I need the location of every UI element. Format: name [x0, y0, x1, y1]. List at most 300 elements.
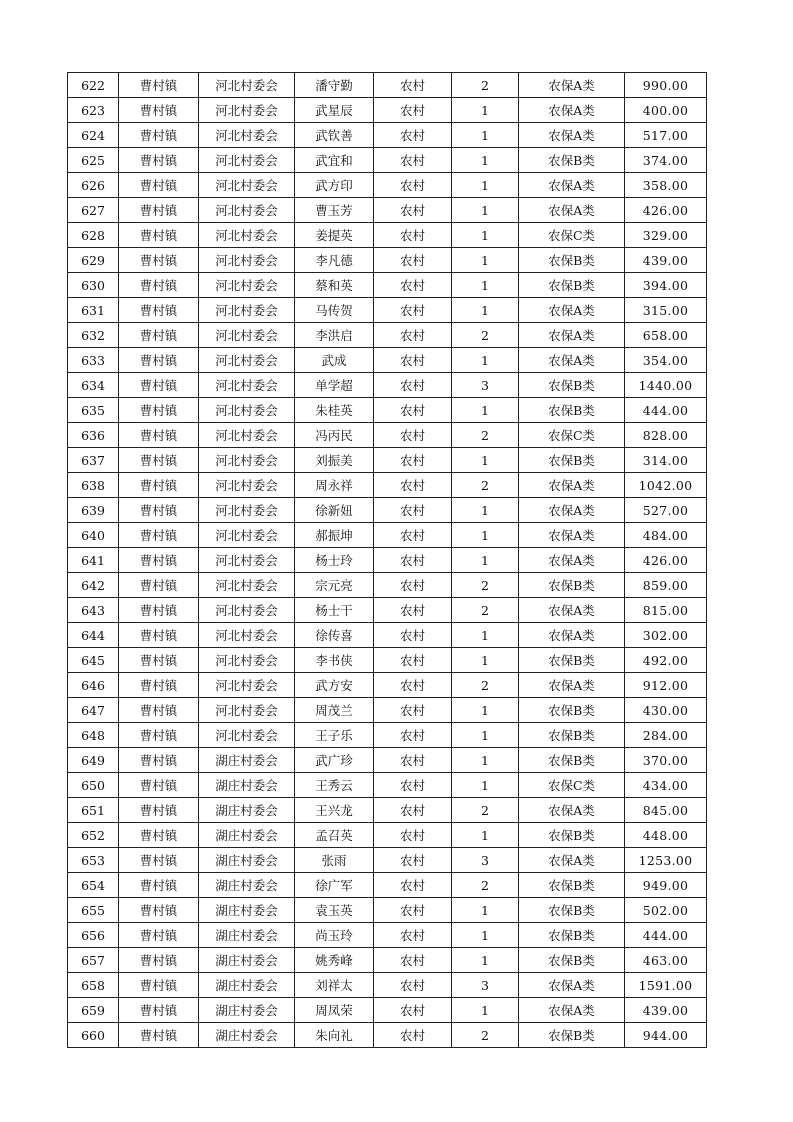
- insurance-category-cell: 农保B类: [519, 873, 625, 898]
- table-row: [68, 823, 707, 848]
- table-row: [68, 148, 707, 173]
- village-committee-cell: 河北村委会: [199, 348, 295, 373]
- village-committee-cell: 湖庄村委会: [199, 748, 295, 773]
- insurance-category-cell: 农保A类: [519, 73, 625, 98]
- row-number-cell: 632: [68, 323, 119, 348]
- row-number-cell: 659: [68, 998, 119, 1023]
- allowance-table: [67, 72, 707, 1048]
- table-row: [68, 598, 707, 623]
- amount-cell: 1591.00: [625, 973, 707, 998]
- town-cell: 曹村镇: [119, 573, 199, 598]
- table-row: [68, 473, 707, 498]
- table-row: [68, 198, 707, 223]
- household-type-cell: 农村: [374, 473, 452, 498]
- person-name-cell: 武方印: [295, 173, 374, 198]
- amount-cell: 845.00: [625, 798, 707, 823]
- person-count-cell: 2: [452, 673, 519, 698]
- amount-cell: 1440.00: [625, 373, 707, 398]
- table-row: [68, 323, 707, 348]
- person-name-cell: 杨士干: [295, 598, 374, 623]
- person-count-cell: 1: [452, 498, 519, 523]
- household-type-cell: 农村: [374, 773, 452, 798]
- row-number-cell: 643: [68, 598, 119, 623]
- household-type-cell: 农村: [374, 298, 452, 323]
- person-name-cell: 徐传喜: [295, 623, 374, 648]
- household-type-cell: 农村: [374, 648, 452, 673]
- person-name-cell: 王子乐: [295, 723, 374, 748]
- insurance-category-cell: 农保A类: [519, 998, 625, 1023]
- person-name-cell: 姜提英: [295, 223, 374, 248]
- household-type-cell: 农村: [374, 748, 452, 773]
- table-row: [68, 498, 707, 523]
- household-type-cell: 农村: [374, 173, 452, 198]
- table-row: [68, 423, 707, 448]
- person-name-cell: 王兴龙: [295, 798, 374, 823]
- row-number-cell: 630: [68, 273, 119, 298]
- row-number-cell: 651: [68, 798, 119, 823]
- insurance-category-cell: 农保B类: [519, 448, 625, 473]
- table-row: [68, 73, 707, 98]
- town-cell: 曹村镇: [119, 123, 199, 148]
- village-committee-cell: 湖庄村委会: [199, 823, 295, 848]
- amount-cell: 502.00: [625, 898, 707, 923]
- insurance-category-cell: 农保A类: [519, 548, 625, 573]
- insurance-category-cell: 农保B类: [519, 273, 625, 298]
- table-row: [68, 373, 707, 398]
- person-count-cell: 2: [452, 873, 519, 898]
- person-name-cell: 朱桂英: [295, 398, 374, 423]
- household-type-cell: 农村: [374, 623, 452, 648]
- insurance-category-cell: 农保B类: [519, 723, 625, 748]
- person-name-cell: 徐广军: [295, 873, 374, 898]
- insurance-category-cell: 农保C类: [519, 423, 625, 448]
- amount-cell: 444.00: [625, 923, 707, 948]
- person-name-cell: 徐新妞: [295, 498, 374, 523]
- household-type-cell: 农村: [374, 373, 452, 398]
- insurance-category-cell: 农保A类: [519, 298, 625, 323]
- person-name-cell: 潘守勤: [295, 73, 374, 98]
- row-number-cell: 626: [68, 173, 119, 198]
- insurance-category-cell: 农保B类: [519, 1023, 625, 1048]
- person-count-cell: 1: [452, 723, 519, 748]
- person-count-cell: 1: [452, 223, 519, 248]
- household-type-cell: 农村: [374, 448, 452, 473]
- person-count-cell: 1: [452, 823, 519, 848]
- amount-cell: 374.00: [625, 148, 707, 173]
- insurance-category-cell: 农保A类: [519, 323, 625, 348]
- household-type-cell: 农村: [374, 423, 452, 448]
- person-count-cell: 1: [452, 523, 519, 548]
- town-cell: 曹村镇: [119, 423, 199, 448]
- row-number-cell: 660: [68, 1023, 119, 1048]
- household-type-cell: 农村: [374, 948, 452, 973]
- table-row: [68, 273, 707, 298]
- row-number-cell: 645: [68, 648, 119, 673]
- village-committee-cell: 河北村委会: [199, 523, 295, 548]
- household-type-cell: 农村: [374, 148, 452, 173]
- household-type-cell: 农村: [374, 273, 452, 298]
- row-number-cell: 642: [68, 573, 119, 598]
- insurance-category-cell: 农保B类: [519, 148, 625, 173]
- household-type-cell: 农村: [374, 673, 452, 698]
- insurance-category-cell: 农保B类: [519, 248, 625, 273]
- insurance-category-cell: 农保B类: [519, 923, 625, 948]
- person-count-cell: 1: [452, 173, 519, 198]
- row-number-cell: 627: [68, 198, 119, 223]
- person-count-cell: 2: [452, 1023, 519, 1048]
- insurance-category-cell: 农保A类: [519, 123, 625, 148]
- amount-cell: 1042.00: [625, 473, 707, 498]
- village-committee-cell: 河北村委会: [199, 373, 295, 398]
- person-name-cell: 单学超: [295, 373, 374, 398]
- town-cell: 曹村镇: [119, 298, 199, 323]
- town-cell: 曹村镇: [119, 848, 199, 873]
- amount-cell: 448.00: [625, 823, 707, 848]
- amount-cell: 314.00: [625, 448, 707, 473]
- person-name-cell: 武宜和: [295, 148, 374, 173]
- person-count-cell: 1: [452, 948, 519, 973]
- amount-cell: 284.00: [625, 723, 707, 748]
- row-number-cell: 639: [68, 498, 119, 523]
- table-row: [68, 898, 707, 923]
- household-type-cell: 农村: [374, 873, 452, 898]
- row-number-cell: 657: [68, 948, 119, 973]
- table-row: [68, 748, 707, 773]
- town-cell: 曹村镇: [119, 548, 199, 573]
- amount-cell: 400.00: [625, 98, 707, 123]
- amount-cell: 990.00: [625, 73, 707, 98]
- row-number-cell: 623: [68, 98, 119, 123]
- person-name-cell: 武广珍: [295, 748, 374, 773]
- town-cell: 曹村镇: [119, 723, 199, 748]
- village-committee-cell: 河北村委会: [199, 623, 295, 648]
- insurance-category-cell: 农保B类: [519, 948, 625, 973]
- person-count-cell: 2: [452, 73, 519, 98]
- insurance-category-cell: 农保B类: [519, 748, 625, 773]
- household-type-cell: 农村: [374, 848, 452, 873]
- amount-cell: 358.00: [625, 173, 707, 198]
- village-committee-cell: 湖庄村委会: [199, 948, 295, 973]
- amount-cell: 370.00: [625, 748, 707, 773]
- amount-cell: 444.00: [625, 398, 707, 423]
- household-type-cell: 农村: [374, 498, 452, 523]
- table-row: [68, 723, 707, 748]
- insurance-category-cell: 农保B类: [519, 373, 625, 398]
- household-type-cell: 农村: [374, 223, 452, 248]
- town-cell: 曹村镇: [119, 923, 199, 948]
- town-cell: 曹村镇: [119, 498, 199, 523]
- amount-cell: 434.00: [625, 773, 707, 798]
- village-committee-cell: 河北村委会: [199, 148, 295, 173]
- insurance-category-cell: 农保A类: [519, 598, 625, 623]
- row-number-cell: 628: [68, 223, 119, 248]
- table-row: [68, 973, 707, 998]
- insurance-category-cell: 农保A类: [519, 973, 625, 998]
- table-row: [68, 873, 707, 898]
- table-row: [68, 298, 707, 323]
- town-cell: 曹村镇: [119, 798, 199, 823]
- insurance-category-cell: 农保B类: [519, 573, 625, 598]
- town-cell: 曹村镇: [119, 898, 199, 923]
- table-row: [68, 998, 707, 1023]
- table-row: [68, 923, 707, 948]
- town-cell: 曹村镇: [119, 148, 199, 173]
- table-row: [68, 698, 707, 723]
- village-committee-cell: 湖庄村委会: [199, 798, 295, 823]
- household-type-cell: 农村: [374, 573, 452, 598]
- table-row: [68, 548, 707, 573]
- village-committee-cell: 湖庄村委会: [199, 873, 295, 898]
- village-committee-cell: 湖庄村委会: [199, 998, 295, 1023]
- insurance-category-cell: 农保C类: [519, 223, 625, 248]
- village-committee-cell: 湖庄村委会: [199, 973, 295, 998]
- row-number-cell: 636: [68, 423, 119, 448]
- table-row: [68, 173, 707, 198]
- table-row: [68, 123, 707, 148]
- amount-cell: 426.00: [625, 548, 707, 573]
- village-committee-cell: 河北村委会: [199, 473, 295, 498]
- town-cell: 曹村镇: [119, 273, 199, 298]
- person-count-cell: 1: [452, 998, 519, 1023]
- insurance-category-cell: 农保A类: [519, 173, 625, 198]
- row-number-cell: 624: [68, 123, 119, 148]
- amount-cell: 658.00: [625, 323, 707, 348]
- person-count-cell: 2: [452, 473, 519, 498]
- amount-cell: 484.00: [625, 523, 707, 548]
- village-committee-cell: 河北村委会: [199, 273, 295, 298]
- table-row: [68, 1023, 707, 1048]
- row-number-cell: 649: [68, 748, 119, 773]
- person-name-cell: 武星辰: [295, 98, 374, 123]
- insurance-category-cell: 农保A类: [519, 623, 625, 648]
- village-committee-cell: 河北村委会: [199, 73, 295, 98]
- town-cell: 曹村镇: [119, 748, 199, 773]
- person-count-cell: 3: [452, 848, 519, 873]
- household-type-cell: 农村: [374, 723, 452, 748]
- household-type-cell: 农村: [374, 323, 452, 348]
- town-cell: 曹村镇: [119, 448, 199, 473]
- person-name-cell: 武成: [295, 348, 374, 373]
- village-committee-cell: 河北村委会: [199, 248, 295, 273]
- row-number-cell: 646: [68, 673, 119, 698]
- person-count-cell: 1: [452, 773, 519, 798]
- town-cell: 曹村镇: [119, 323, 199, 348]
- row-number-cell: 652: [68, 823, 119, 848]
- person-name-cell: 孟召英: [295, 823, 374, 848]
- row-number-cell: 625: [68, 148, 119, 173]
- village-committee-cell: 河北村委会: [199, 423, 295, 448]
- insurance-category-cell: 农保A类: [519, 348, 625, 373]
- person-count-cell: 1: [452, 148, 519, 173]
- row-number-cell: 635: [68, 398, 119, 423]
- village-committee-cell: 河北村委会: [199, 598, 295, 623]
- household-type-cell: 农村: [374, 398, 452, 423]
- village-committee-cell: 河北村委会: [199, 398, 295, 423]
- row-number-cell: 650: [68, 773, 119, 798]
- household-type-cell: 农村: [374, 348, 452, 373]
- amount-cell: 426.00: [625, 198, 707, 223]
- person-name-cell: 李凡德: [295, 248, 374, 273]
- village-committee-cell: 河北村委会: [199, 298, 295, 323]
- person-count-cell: 1: [452, 123, 519, 148]
- table-row: [68, 773, 707, 798]
- person-name-cell: 刘祥太: [295, 973, 374, 998]
- person-name-cell: 周茂兰: [295, 698, 374, 723]
- household-type-cell: 农村: [374, 598, 452, 623]
- village-committee-cell: 河北村委会: [199, 123, 295, 148]
- person-count-cell: 1: [452, 348, 519, 373]
- village-committee-cell: 河北村委会: [199, 573, 295, 598]
- row-number-cell: 658: [68, 973, 119, 998]
- amount-cell: 912.00: [625, 673, 707, 698]
- person-count-cell: 3: [452, 373, 519, 398]
- person-count-cell: 1: [452, 548, 519, 573]
- person-count-cell: 1: [452, 198, 519, 223]
- person-name-cell: 刘振美: [295, 448, 374, 473]
- table-row: [68, 248, 707, 273]
- household-type-cell: 农村: [374, 198, 452, 223]
- person-name-cell: 郝振坤: [295, 523, 374, 548]
- row-number-cell: 629: [68, 248, 119, 273]
- household-type-cell: 农村: [374, 1023, 452, 1048]
- amount-cell: 463.00: [625, 948, 707, 973]
- household-type-cell: 农村: [374, 123, 452, 148]
- household-type-cell: 农村: [374, 973, 452, 998]
- town-cell: 曹村镇: [119, 948, 199, 973]
- amount-cell: 815.00: [625, 598, 707, 623]
- person-name-cell: 周凤荣: [295, 998, 374, 1023]
- village-committee-cell: 湖庄村委会: [199, 773, 295, 798]
- town-cell: 曹村镇: [119, 973, 199, 998]
- town-cell: 曹村镇: [119, 173, 199, 198]
- amount-cell: 329.00: [625, 223, 707, 248]
- village-committee-cell: 湖庄村委会: [199, 848, 295, 873]
- person-count-cell: 1: [452, 698, 519, 723]
- insurance-category-cell: 农保A类: [519, 498, 625, 523]
- town-cell: 曹村镇: [119, 223, 199, 248]
- amount-cell: 517.00: [625, 123, 707, 148]
- person-name-cell: 尚玉玲: [295, 923, 374, 948]
- insurance-category-cell: 农保A类: [519, 98, 625, 123]
- town-cell: 曹村镇: [119, 73, 199, 98]
- insurance-category-cell: 农保A类: [519, 523, 625, 548]
- person-name-cell: 武钦善: [295, 123, 374, 148]
- town-cell: 曹村镇: [119, 623, 199, 648]
- person-name-cell: 张雨: [295, 848, 374, 873]
- person-count-cell: 1: [452, 748, 519, 773]
- person-count-cell: 1: [452, 623, 519, 648]
- village-committee-cell: 河北村委会: [199, 173, 295, 198]
- table-row: [68, 348, 707, 373]
- town-cell: 曹村镇: [119, 873, 199, 898]
- person-name-cell: 马传贺: [295, 298, 374, 323]
- row-number-cell: 647: [68, 698, 119, 723]
- row-number-cell: 633: [68, 348, 119, 373]
- amount-cell: 394.00: [625, 273, 707, 298]
- table-row: [68, 623, 707, 648]
- person-count-cell: 1: [452, 98, 519, 123]
- household-type-cell: 农村: [374, 798, 452, 823]
- row-number-cell: 638: [68, 473, 119, 498]
- household-type-cell: 农村: [374, 898, 452, 923]
- table-row: [68, 848, 707, 873]
- town-cell: 曹村镇: [119, 598, 199, 623]
- amount-cell: 302.00: [625, 623, 707, 648]
- row-number-cell: 655: [68, 898, 119, 923]
- row-number-cell: 634: [68, 373, 119, 398]
- village-committee-cell: 河北村委会: [199, 448, 295, 473]
- table-row: [68, 448, 707, 473]
- household-type-cell: 农村: [374, 523, 452, 548]
- insurance-category-cell: 农保A类: [519, 848, 625, 873]
- person-name-cell: 武方安: [295, 673, 374, 698]
- table-row: [68, 398, 707, 423]
- row-number-cell: 637: [68, 448, 119, 473]
- amount-cell: 492.00: [625, 648, 707, 673]
- town-cell: 曹村镇: [119, 673, 199, 698]
- person-count-cell: 1: [452, 898, 519, 923]
- village-committee-cell: 河北村委会: [199, 548, 295, 573]
- person-count-cell: 1: [452, 298, 519, 323]
- person-name-cell: 李书侠: [295, 648, 374, 673]
- village-committee-cell: 河北村委会: [199, 98, 295, 123]
- person-name-cell: 朱向礼: [295, 1023, 374, 1048]
- person-count-cell: 2: [452, 598, 519, 623]
- household-type-cell: 农村: [374, 248, 452, 273]
- town-cell: 曹村镇: [119, 823, 199, 848]
- person-name-cell: 周永祥: [295, 473, 374, 498]
- person-name-cell: 宗元亮: [295, 573, 374, 598]
- insurance-category-cell: 农保B类: [519, 648, 625, 673]
- insurance-category-cell: 农保A类: [519, 198, 625, 223]
- person-count-cell: 1: [452, 273, 519, 298]
- person-count-cell: 1: [452, 448, 519, 473]
- table-row: [68, 223, 707, 248]
- insurance-category-cell: 农保A类: [519, 673, 625, 698]
- town-cell: 曹村镇: [119, 773, 199, 798]
- household-type-cell: 农村: [374, 823, 452, 848]
- person-count-cell: 1: [452, 648, 519, 673]
- amount-cell: 315.00: [625, 298, 707, 323]
- insurance-category-cell: 农保A类: [519, 798, 625, 823]
- person-name-cell: 冯丙民: [295, 423, 374, 448]
- person-count-cell: 2: [452, 573, 519, 598]
- row-number-cell: 640: [68, 523, 119, 548]
- village-committee-cell: 河北村委会: [199, 648, 295, 673]
- town-cell: 曹村镇: [119, 1023, 199, 1048]
- village-committee-cell: 湖庄村委会: [199, 1023, 295, 1048]
- table-body: [68, 73, 707, 1048]
- town-cell: 曹村镇: [119, 398, 199, 423]
- insurance-category-cell: 农保B类: [519, 698, 625, 723]
- person-count-cell: 2: [452, 423, 519, 448]
- amount-cell: 439.00: [625, 998, 707, 1023]
- insurance-category-cell: 农保B类: [519, 398, 625, 423]
- town-cell: 曹村镇: [119, 373, 199, 398]
- table-row: [68, 948, 707, 973]
- household-type-cell: 农村: [374, 923, 452, 948]
- person-count-cell: 2: [452, 798, 519, 823]
- amount-cell: 1253.00: [625, 848, 707, 873]
- row-number-cell: 631: [68, 298, 119, 323]
- town-cell: 曹村镇: [119, 998, 199, 1023]
- amount-cell: 828.00: [625, 423, 707, 448]
- row-number-cell: 622: [68, 73, 119, 98]
- household-type-cell: 农村: [374, 698, 452, 723]
- amount-cell: 439.00: [625, 248, 707, 273]
- amount-cell: 527.00: [625, 498, 707, 523]
- household-type-cell: 农村: [374, 73, 452, 98]
